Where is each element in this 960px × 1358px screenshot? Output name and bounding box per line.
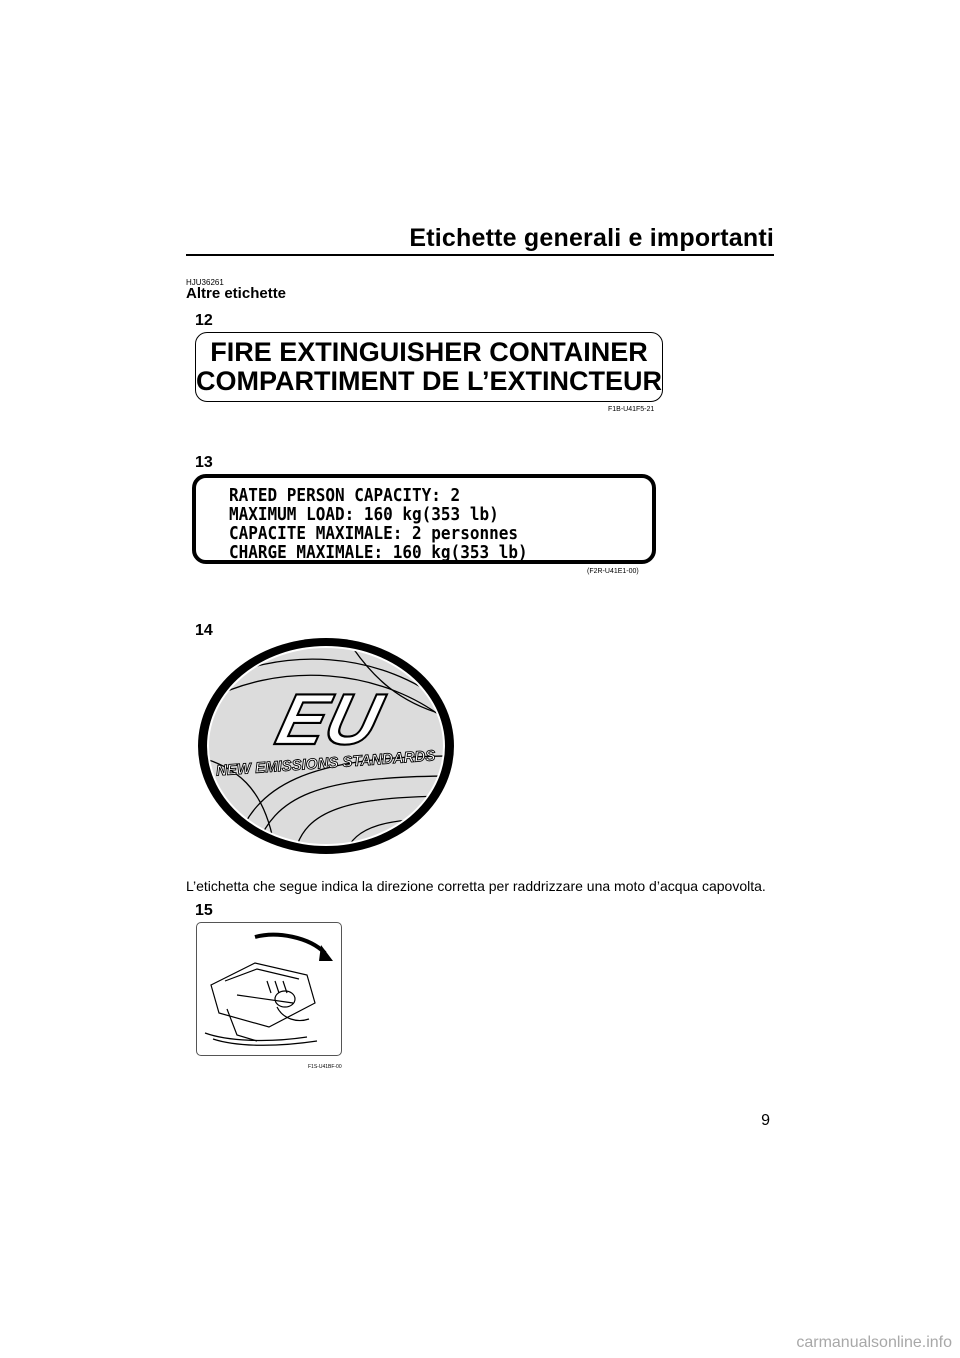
capacity-label bbox=[192, 474, 656, 564]
body-paragraph: L’etichetta che segue indica la direzione corretta per raddrizzare una moto d’acqua capovolta. bbox=[186, 878, 766, 894]
label-13-line-4: CHARGE MAXIMALE: 160 kg(353 lb) bbox=[229, 541, 528, 563]
label-12-line-1: FIRE EXTINGUISHER CONTAINER bbox=[210, 337, 648, 367]
section-code: HJU36261 bbox=[186, 278, 224, 287]
section-title: Altre etichette bbox=[186, 285, 287, 302]
emblem-eu-text: EU bbox=[269, 679, 390, 760]
emblem-subtext: NEW EMISSIONS STANDARDS bbox=[215, 747, 436, 780]
label-12-line-2: COMPARTIMENT DE L’EXTINCTEUR bbox=[196, 366, 663, 396]
capsized-watercraft-illustration bbox=[197, 923, 341, 1055]
label-13-line-1: RATED PERSON CAPACITY: 2 bbox=[229, 484, 461, 506]
page-number: 9 bbox=[761, 1112, 770, 1129]
label-15-code: F1S-U41BF-00 bbox=[308, 1064, 342, 1070]
label-15-number: 15 bbox=[195, 902, 213, 919]
header-rule bbox=[186, 254, 774, 256]
label-13-number: 13 bbox=[195, 454, 213, 471]
footer-watermark: carmanualsonline.info bbox=[796, 1334, 952, 1351]
label-13-line-2: MAXIMUM LOAD: 160 kg(353 lb) bbox=[229, 503, 499, 525]
label-13-line-3: CAPACITE MAXIMALE: 2 personnes bbox=[229, 522, 518, 544]
label-13-code: (F2R-U41E1-00) bbox=[587, 568, 639, 575]
fire-extinguisher-label bbox=[195, 332, 663, 402]
righting-direction-label bbox=[196, 922, 342, 1056]
page-header-title: Etichette generali e importanti bbox=[409, 224, 774, 252]
eu-emissions-emblem bbox=[195, 636, 457, 856]
label-14-number: 14 bbox=[195, 622, 213, 639]
label-12-code: F1B-U41F5-21 bbox=[608, 406, 655, 413]
arrow-head-icon bbox=[319, 945, 333, 961]
label-12-number: 12 bbox=[195, 312, 213, 329]
